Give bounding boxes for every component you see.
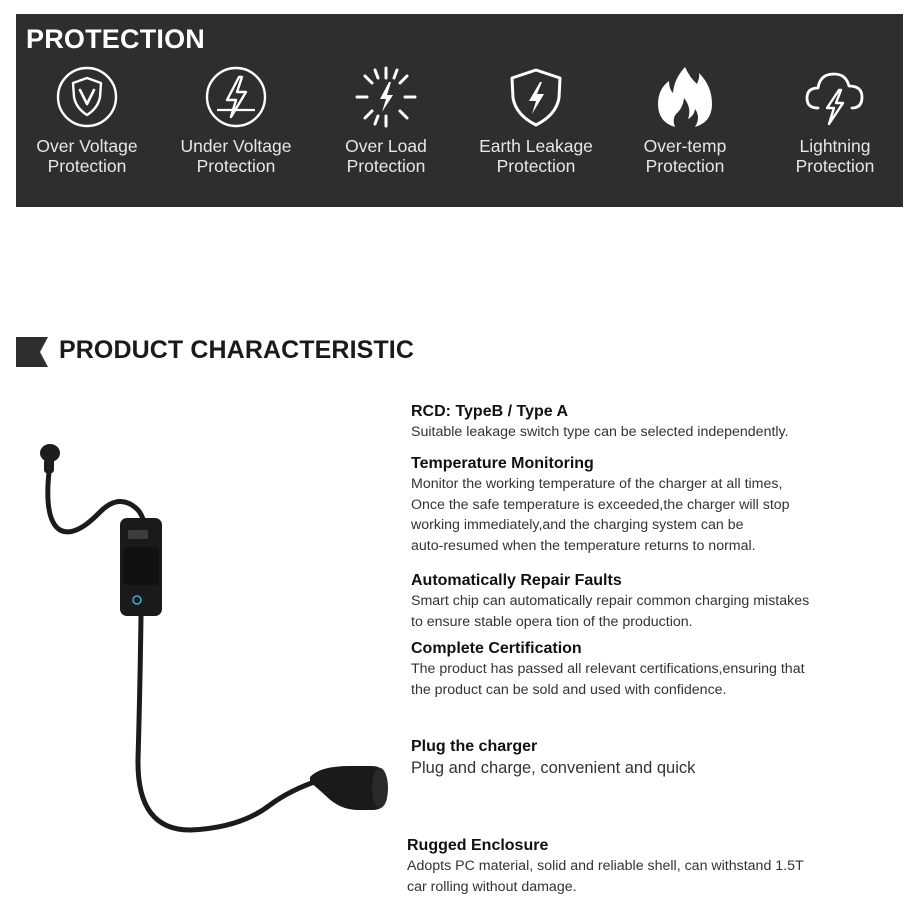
feature-rcd: [411, 402, 789, 443]
feature-title: RCD: TypeB / Type A: [411, 403, 569, 420]
protection-item-earth-leakage: [461, 64, 611, 176]
protection-label: Lightning Protection: [795, 136, 875, 176]
section-title: PRODUCT CHARACTERISTIC: [59, 336, 414, 364]
feature-certification: [411, 639, 805, 700]
feature-description: Monitor the working temperature of the charger at all times, Once the safe temperature is exceeded,the charger will stop working immediately,and the charging system can be auto-resumed when the temperature returns to normal.: [411, 476, 790, 554]
feature-description: Suitable leakage switch type can be selected independently.: [411, 424, 789, 440]
protection-label: Over-temp Protection: [643, 136, 727, 176]
cloud-lightning-icon: [802, 64, 868, 130]
protection-item-over-temp: [610, 64, 760, 176]
feature-description: Adopts PC material, solid and reliable shell, can withstand 1.5T car rolling without damage.: [407, 858, 804, 895]
flame-icon: [652, 64, 718, 130]
shield-v-icon: [54, 64, 120, 130]
protection-item-lightning: [760, 64, 910, 176]
feature-title: Rugged Enclosure: [407, 837, 549, 854]
feature-temperature-monitoring: [411, 454, 790, 556]
protection-label: Earth Leakage Protection: [479, 136, 593, 176]
protection-banner: [16, 14, 903, 207]
shield-lightning-icon: [503, 64, 569, 130]
feature-plug-charger: [411, 737, 695, 779]
feature-title: Automatically Repair Faults: [411, 572, 622, 589]
feature-title: Plug the charger: [411, 738, 538, 755]
burst-lightning-icon: [353, 64, 419, 130]
lightning-circle-icon: [203, 64, 269, 130]
feature-title: Temperature Monitoring: [411, 455, 594, 472]
feature-repair-faults: [411, 571, 809, 632]
feature-description: The product has passed all relevant certifications,ensuring that the product can be sold and used with confidence.: [411, 661, 805, 698]
protection-item-over-load: [311, 64, 461, 176]
ev-charger-image: [20, 430, 410, 850]
protection-label: Over Load Protection: [345, 136, 427, 176]
protection-item-over-voltage: [12, 64, 162, 176]
section-marker-icon: [16, 337, 48, 367]
feature-description: Smart chip can automatically repair common charging mistakes to ensure stable opera tion of the production.: [411, 593, 810, 630]
feature-description: Plug and charge, convenient and quick: [411, 759, 696, 777]
protection-label: Over Voltage Protection: [36, 136, 138, 176]
protection-label: Under Voltage Protection: [180, 136, 292, 176]
feature-rugged-enclosure: [407, 836, 804, 897]
protection-title: PROTECTION: [26, 24, 206, 54]
protection-item-under-voltage: [161, 64, 311, 176]
feature-title: Complete Certification: [411, 640, 582, 657]
